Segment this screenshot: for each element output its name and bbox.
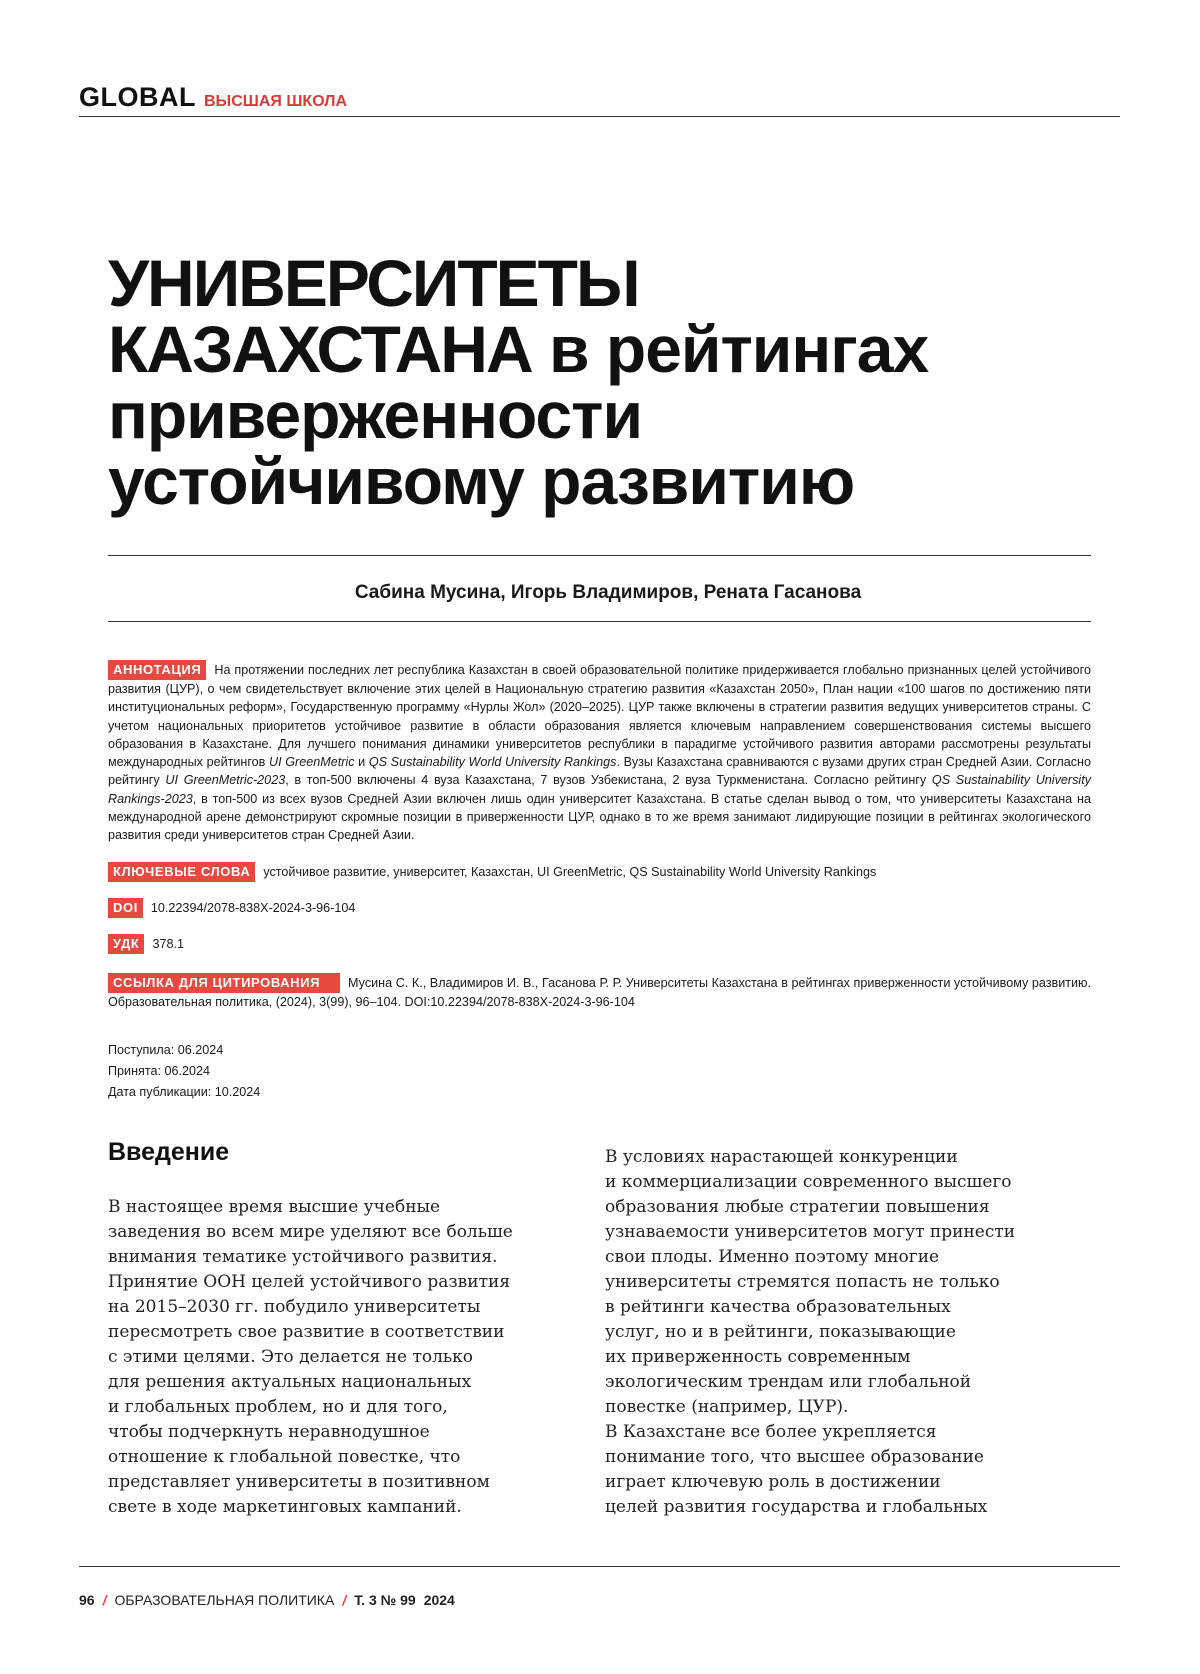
body-column-right	[605, 1145, 1085, 1520]
abstract-rating-3: UI GreenMetric-2023	[165, 773, 285, 787]
authors-rule-top	[108, 555, 1091, 556]
abstract-text-3: , в топ-500 включены 4 вуза Казахстана, 7 вузов Узбекистана, 2 вуза Туркменистана. Согласно рейтингу	[285, 773, 932, 787]
abstract-text-1: На протяжении последних лет республика Казахстан в своей образовательной политике придерживается глобально признанных целей устойчивого развития (ЦУР), о чем свидетельствует включение этих целей в Национальную стратегию развития «Казахстан 2050», План нации «100 шагов по достижению пяти институциональных реформ», Государственную программу «Нурлы Жол» (2020–2025). ЦУР также включены в стратегии развития ведущих университетов страны. С учетом национальных приоритетов устойчивое развитие в области образования является ключевым направлением совершенствования системы высшего образования в Казахстане. Для лучшего понимания динамики университетов республики в парадигме устойчивого развития авторами рассмотрены результаты международных рейтингов	[108, 663, 1091, 769]
abstract	[108, 660, 1091, 845]
running-header	[79, 82, 347, 113]
separator-icon: /	[342, 1592, 346, 1608]
title-line-4: устойчивому развитию	[108, 448, 1108, 514]
keywords	[108, 862, 1091, 882]
intro-paragraph-2: В условиях нарастающей конкуренции и коммерциализации современного высшего образования любые стратегии повышения узнаваемости университетов могут принести свои плоды. Именно поэтому многие университеты стремятся попасть не только в рейтинги качества образовательных услуг, но и в рейтинги, показывающие их приверженность современным экологическим трендам или глобальной повестке (например, ЦУР).	[605, 1145, 1085, 1420]
issue-number: Т. 3 № 99	[354, 1592, 416, 1608]
body-column-left	[108, 1195, 578, 1520]
page-number: 96	[79, 1592, 95, 1608]
date-accepted: Принята: 06.2024	[108, 1061, 260, 1082]
title-line-2-caps: КАЗАХСТАНА	[108, 312, 532, 386]
separator-icon: /	[103, 1592, 107, 1608]
section-label: ВЫСШАЯ ШКОЛА	[204, 93, 347, 111]
abstract-rating-4: QS Sustainability University Rankings-2023	[108, 773, 1091, 805]
intro-paragraph-1: В настоящее время высшие учебные заведения во всем мире уделяют все больше внимания тематике устойчивого развития. Принятие ООН целей устойчивого развития на 2015–2030 гг. побудило университеты пересмотреть свое развитие в соответствии с этими целями. Это делается не только для решения актуальных национальных и глобальных проблем, но и для того, чтобы подчеркнуть неравнодушное отношение к глобальной повестке, что представляет университеты в позитивном свете в ходе маркетинговых кампаний.	[108, 1195, 578, 1520]
udk-label: УДК	[108, 934, 144, 954]
abstract-rating-1: UI GreenMetric	[269, 755, 355, 769]
udk	[108, 934, 1091, 954]
date-published: Дата публикации: 10.2024	[108, 1082, 260, 1103]
title-line-2-rest: в рейтингах	[532, 312, 929, 386]
journal-name: ОБРАЗОВАТЕЛЬНАЯ ПОЛИТИКА	[114, 1592, 334, 1608]
abstract-text-2: . Вузы Казахстана сравниваются с вузами других стран Средней Азии. Согласно рейтингу	[108, 755, 1091, 787]
citation	[108, 973, 1091, 1011]
intro-paragraph-3: В Казахстане все более укрепляется понимание того, что высшее образование играет ключевую роль в достижении целей развития государства и глобальных	[605, 1420, 1085, 1520]
doi	[108, 898, 1091, 918]
running-footer	[79, 1592, 455, 1608]
authors: Сабина Мусина, Игорь Владимиров, Рената Гасанова	[108, 582, 1108, 604]
citation-text: Мусина С. К., Владимиров И. В., Гасанова Р. Р. Университеты Казахстана в рейтингах приверженности устойчивому развитию. Образовательная политика, (2024), 3(99), 96–104. DOI:10.22394/2078-838X-2024-3-96-104	[108, 976, 1091, 1009]
brand-label: GLOBAL	[79, 82, 196, 113]
doi-link[interactable]: 10.22394/2078-838X-2024-3-96-104	[151, 901, 355, 915]
header-rule	[79, 116, 1120, 117]
article-title	[108, 250, 1108, 514]
issue-year: 2024	[424, 1592, 455, 1608]
abstract-text-4: , в топ-500 из всех вузов Средней Азии включен лишь один университет Казахстана. В статье сделан вывод о том, что университеты Казахстана на международной арене демонстрируют скромные позиции в приверженности ЦУР, однако в то же время занимают лидирующие позиции в рейтингах экологического развития среди университетов стран Средней Азии.	[108, 792, 1091, 843]
abstract-and: и	[355, 755, 369, 769]
keywords-text: устойчивое развитие, университет, Казахстан, UI GreenMetric, QS Sustainability World University Rankings	[263, 865, 876, 879]
title-line-3: приверженности	[108, 382, 1108, 448]
doi-label: DOI	[108, 898, 143, 918]
citation-label: ССЫЛКА ДЛЯ ЦИТИРОВАНИЯ	[108, 973, 340, 993]
publication-dates	[108, 1040, 260, 1103]
date-received: Поступила: 06.2024	[108, 1040, 260, 1061]
authors-rule-bottom	[108, 621, 1091, 622]
abstract-rating-2: QS Sustainability World University Rankings	[369, 755, 617, 769]
udk-text: 378.1	[152, 937, 184, 951]
title-line-1: УНИВЕРСИТЕТЫ	[108, 250, 1108, 316]
abstract-label: АННОТАЦИЯ	[108, 660, 206, 680]
section-heading: Введение	[108, 1138, 229, 1167]
keywords-label: КЛЮЧЕВЫЕ СЛОВА	[108, 862, 255, 882]
footer-rule	[79, 1566, 1120, 1567]
